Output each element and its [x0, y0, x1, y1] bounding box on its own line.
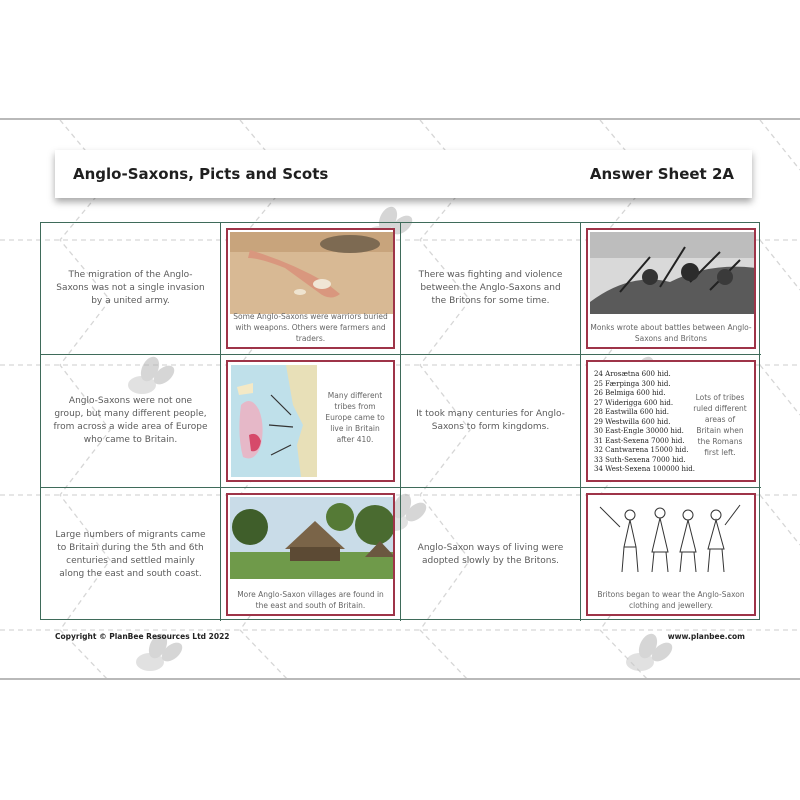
- page-title: Anglo-Saxons, Picts and Scots: [73, 165, 329, 183]
- picture-caption: Lots of tribes ruled different areas of Britain when the Romans first left.: [693, 393, 747, 457]
- picture-card: [226, 360, 395, 482]
- grid-cell: [401, 355, 581, 488]
- picture-caption: Britons began to wear the Anglo-Saxon clothing and jewellery.: [597, 590, 745, 610]
- list-line: 34 West-Sexena 100000 hid.: [594, 465, 696, 473]
- list-line: 25 Færpinga 300 hid.: [594, 379, 671, 388]
- list-line: 33 Suth-Sexena 7000 hid.: [594, 455, 686, 464]
- grid-cell: [221, 488, 401, 621]
- statement-text: Anglo-Saxon ways of living were adopted slowly by the Britons.: [417, 542, 564, 566]
- picture-card: [586, 493, 756, 616]
- picture-card: [226, 228, 395, 349]
- picture-card: [586, 228, 756, 349]
- statement-text: There was fighting and violence between the Anglo-Saxons and the Britons for some time.: [418, 270, 563, 306]
- picture-card: [226, 493, 395, 616]
- picture-caption: Many different tribes from Europe came to live in Britain after 410.: [325, 391, 385, 444]
- list-line: 28 Eastwilla 600 hid.: [594, 408, 669, 416]
- list-line: 32 Cantwarena 15000 hid.: [594, 446, 689, 454]
- tribal-hidage-list: [594, 370, 695, 475]
- village-photo: [230, 497, 395, 579]
- grid-cell: [41, 223, 221, 355]
- excavation-photo: [230, 232, 395, 314]
- list-line: 26 Belmiga 600 hid.: [594, 389, 666, 397]
- battle-engraving: [590, 232, 756, 314]
- list-line: 27 Widerigga 600 hid.: [594, 398, 674, 407]
- sheet-label: Answer Sheet 2A: [589, 165, 734, 183]
- list-line: 29 Westwilla 600 hid.: [594, 417, 671, 426]
- grid-cell: [41, 355, 221, 488]
- grid-cell: [581, 223, 761, 355]
- grid-cell: [41, 488, 221, 621]
- statement-text: Anglo-Saxons were not one group, but many different people, from across a wide area of Europe who came to Britain.: [53, 396, 208, 445]
- list-line: 30 East-Engle 30000 hid.: [594, 427, 684, 435]
- statement-text: Large numbers of migrants came to Britain during the 5th and 6th centuries and settled mainly along the east and south coast.: [55, 529, 206, 579]
- statement-text: It took many centuries for Anglo-Saxons to form kingdoms.: [416, 409, 565, 432]
- grid-cell: [221, 355, 401, 488]
- picture-card: [586, 360, 756, 482]
- picture-caption: More Anglo-Saxon villages are found in the east and south of Britain.: [237, 590, 384, 610]
- grid-cell: [401, 488, 581, 621]
- grid-cell: [581, 355, 761, 488]
- picture-caption: Some Anglo-Saxons were warriors buried with weapons. Others were farmers and traders.: [233, 312, 388, 343]
- grid-cell: [401, 223, 581, 355]
- list-line: 31 East-Sexena 7000 hid.: [594, 436, 685, 445]
- grid-cell: [581, 488, 761, 621]
- website-link[interactable]: www.planbee.com: [667, 632, 745, 641]
- picture-caption: Monks wrote about battles between Anglo-Saxons and Britons: [590, 323, 752, 343]
- list-line: 24 Arosætna 600 hid.: [594, 370, 671, 378]
- copyright-text: Copyright © PlanBee Resources Ltd 2022: [55, 632, 230, 641]
- worksheet-page: [0, 118, 800, 680]
- statement-text: The migration of the Anglo-Saxons was not a single invasion by a united army.: [56, 270, 205, 306]
- grid-cell: [221, 223, 401, 355]
- title-banner: [55, 150, 752, 198]
- migration-map: [231, 365, 317, 477]
- clothing-illustration: [590, 497, 756, 579]
- answer-grid: [40, 222, 760, 620]
